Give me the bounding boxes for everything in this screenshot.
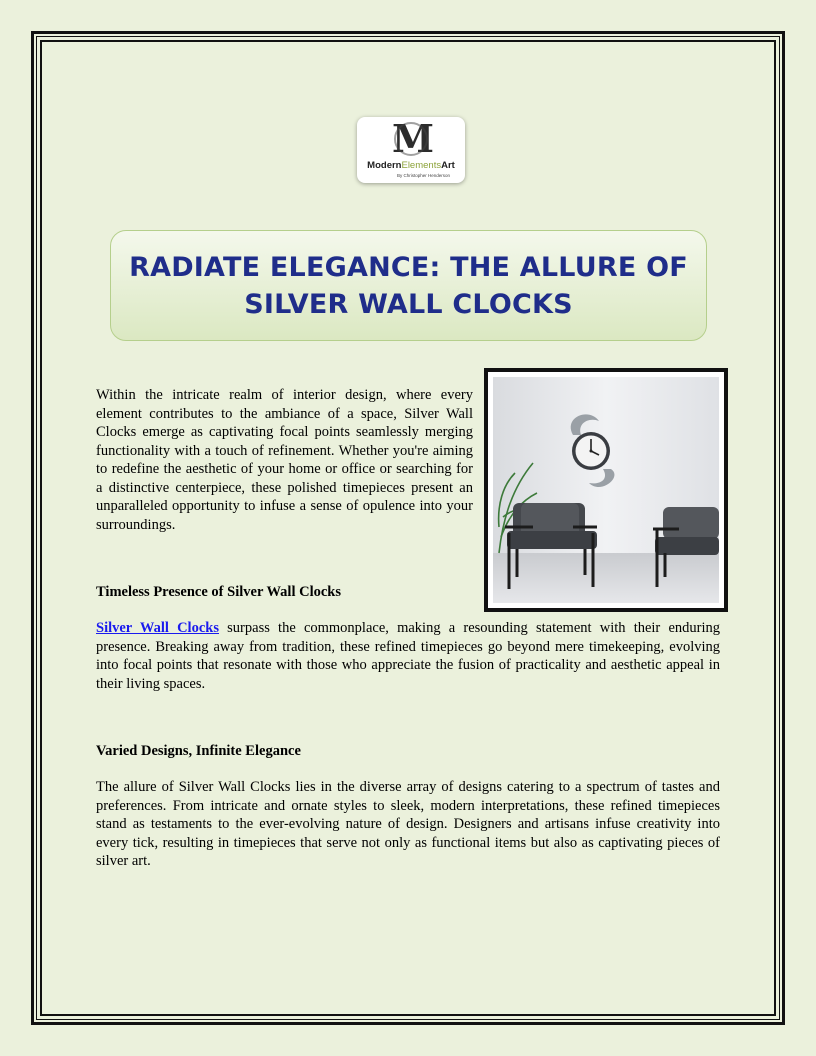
- logo-mark: M: [392, 116, 435, 161]
- logo-word-art: Art: [441, 160, 455, 171]
- logo-byline: By Christopher Henderson: [397, 173, 451, 178]
- title-line-1: RADIATE ELEGANCE: THE ALLURE OF: [129, 251, 688, 283]
- section-heading-designs: Varied Designs, Infinite Elegance: [96, 743, 301, 759]
- logo-word-elements: Elements: [401, 160, 442, 171]
- logo-word-modern: Modern: [367, 160, 402, 171]
- page-title: [129, 249, 688, 323]
- photo-frame: [484, 368, 728, 612]
- photo-mat: [488, 372, 724, 608]
- designs-paragraph: The allure of Silver Wall Clocks lies in the diverse array of designs catering to a spectrum of tastes and preferences. From intricate and ornate styles to sleek, modern interpretations, these refined timepieces stand as testaments to the ever-evolving nature of design. Designers and artisans infuse creativity into every tick, resulting in timepieces that serve not only as functional items but also as captivating pieces of silver art.: [96, 779, 720, 869]
- title-line-2: SILVER WALL CLOCKS: [244, 288, 573, 320]
- title-banner: [110, 230, 707, 341]
- logo-wordmark: [357, 160, 465, 171]
- intro-paragraph: Within the intricate realm of interior design, where every element contributes to the ambiance of a space, Silver Wall Clocks emerge as captivating focal points seamlessly merging functionality with a touch of refinement. Whether you're aiming to redefine the aesthetic of your home or office or searching for a distinctive centerpiece, these polished timepieces present an unparalleled opportunity to infuse a sense of opulence into your surroundings.: [96, 387, 473, 533]
- silver-wall-clocks-link[interactable]: Silver Wall Clocks: [96, 620, 219, 636]
- section-heading-timeless: Timeless Presence of Silver Wall Clocks: [96, 584, 342, 600]
- living-room-photo: [493, 377, 719, 603]
- floor: [493, 553, 719, 603]
- timeless-paragraph: [96, 619, 720, 693]
- brand-logo: [357, 117, 465, 183]
- timeless-paragraph-text: surpass the commonplace, making a resounding statement with their enduring presence. Breaking away from tradition, these refined timepieces go beyond mere timekeeping, evolving into focal points that resonate with those who appreciate the fusion of practicality and aesthetic appeal in their living spaces.: [96, 620, 720, 692]
